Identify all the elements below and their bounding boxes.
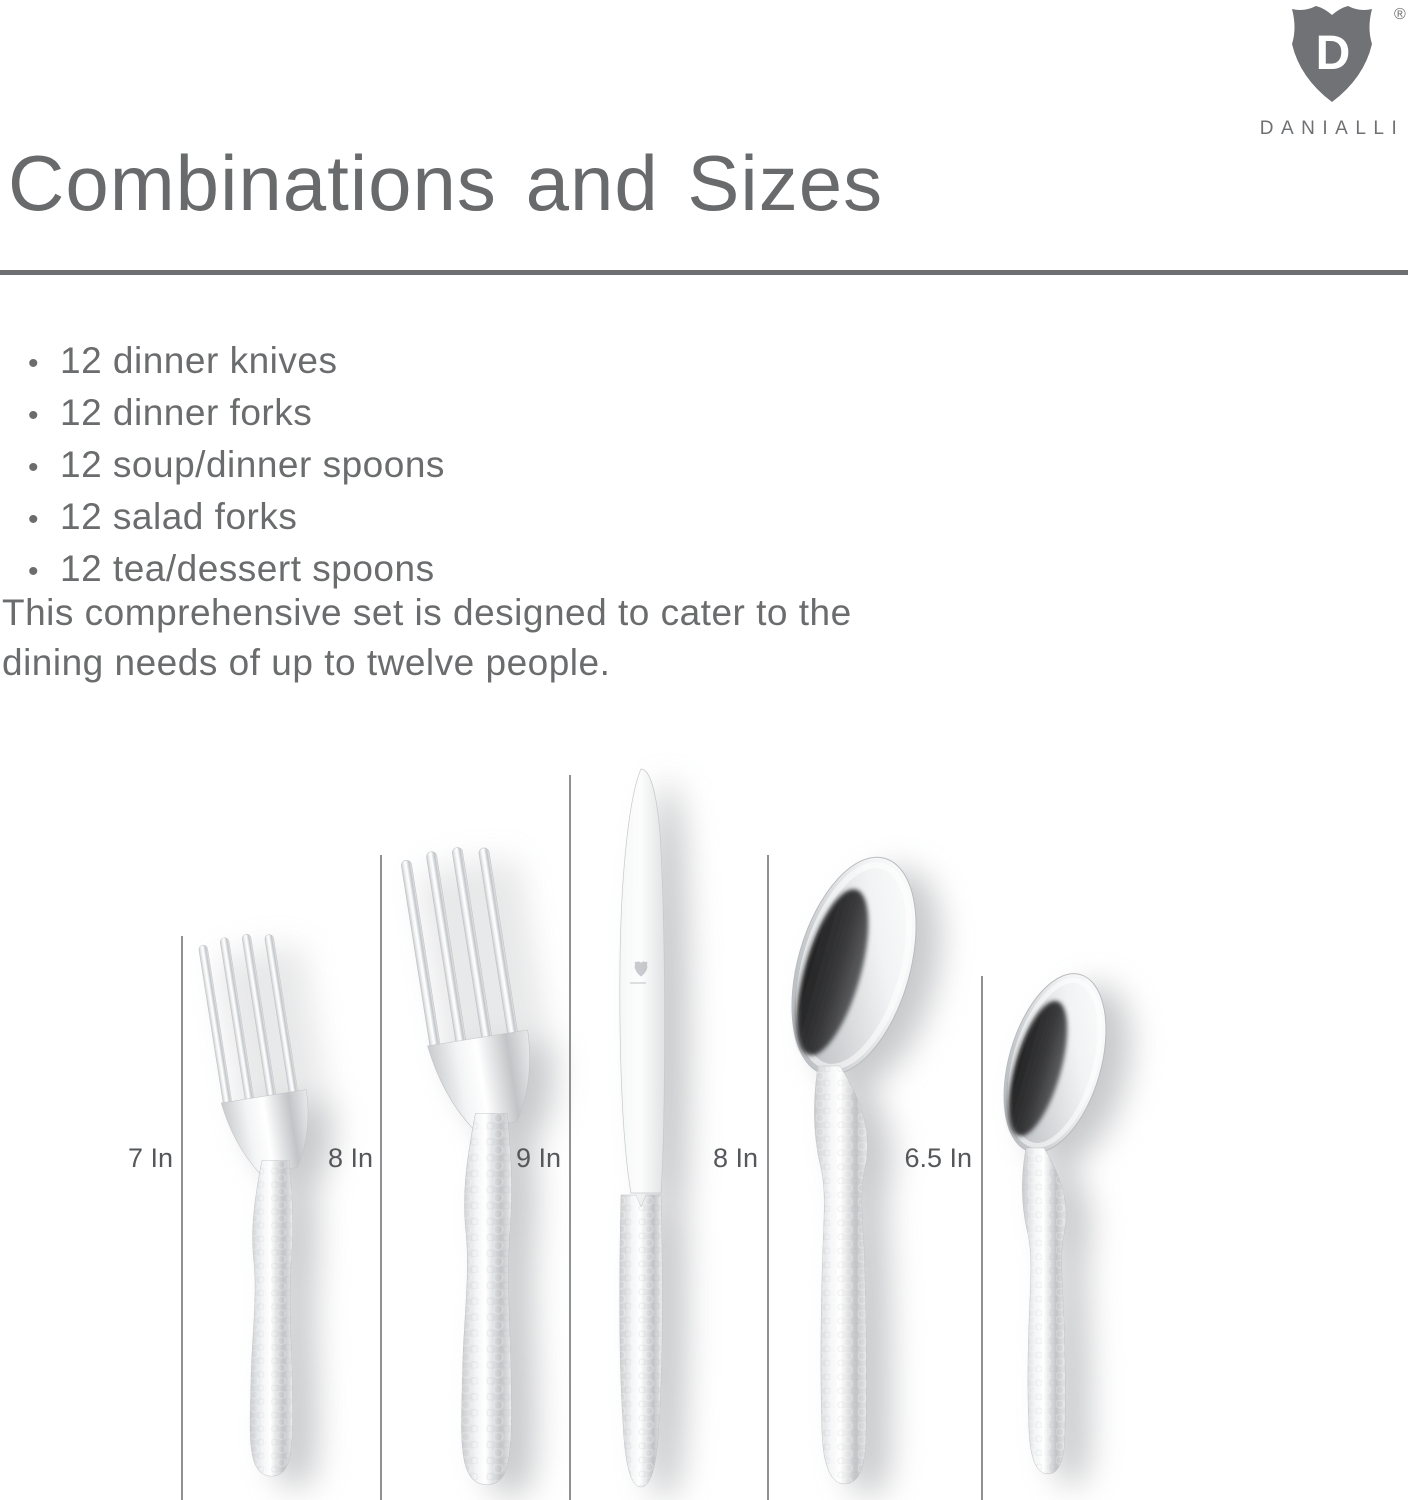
list-item: • 12 dinner knives xyxy=(28,336,445,388)
size-label-dinner-fork: 8 In xyxy=(327,1143,373,1173)
salad-fork-image xyxy=(196,930,322,1482)
description-line-1: This comprehensive set is designed to cater to the xyxy=(2,592,852,633)
measure-line-dinner-knife xyxy=(569,775,571,1500)
size-label-tea-spoon: 6.5 In xyxy=(904,1143,972,1173)
list-item: • 12 salad forks xyxy=(28,492,445,544)
measure-line-dinner-fork xyxy=(380,855,382,1500)
tea-dessert-spoon-image xyxy=(1000,966,1112,1482)
size-label-soup-spoon: 8 In xyxy=(712,1143,758,1173)
list-item: • 12 tea/dessert spoons xyxy=(28,544,445,596)
size-label-dinner-knife: 9 In xyxy=(515,1143,561,1173)
brand-shield-icon xyxy=(1288,4,1376,104)
brand-logo xyxy=(1256,4,1408,140)
measure-line-soup-spoon xyxy=(767,855,769,1500)
list-item: • 12 soup/dinner spoons xyxy=(28,440,445,492)
description-line-2: dining needs of up to twelve people. xyxy=(2,642,611,683)
dinner-knife-image xyxy=(603,763,679,1493)
measure-line-tea-spoon xyxy=(981,976,983,1500)
measure-line-salad-fork xyxy=(181,936,183,1500)
registered-trademark: ® xyxy=(1394,6,1406,23)
list-item: • 12 dinner forks xyxy=(28,388,445,440)
logo-letter: D xyxy=(1315,27,1351,80)
divider-rule xyxy=(0,270,1408,275)
brand-name: DANIALLI xyxy=(1259,118,1405,139)
contents-list xyxy=(28,336,445,596)
size-label-salad-fork: 7 In xyxy=(127,1143,173,1173)
page-title: Combinations and Sizes xyxy=(8,139,884,227)
